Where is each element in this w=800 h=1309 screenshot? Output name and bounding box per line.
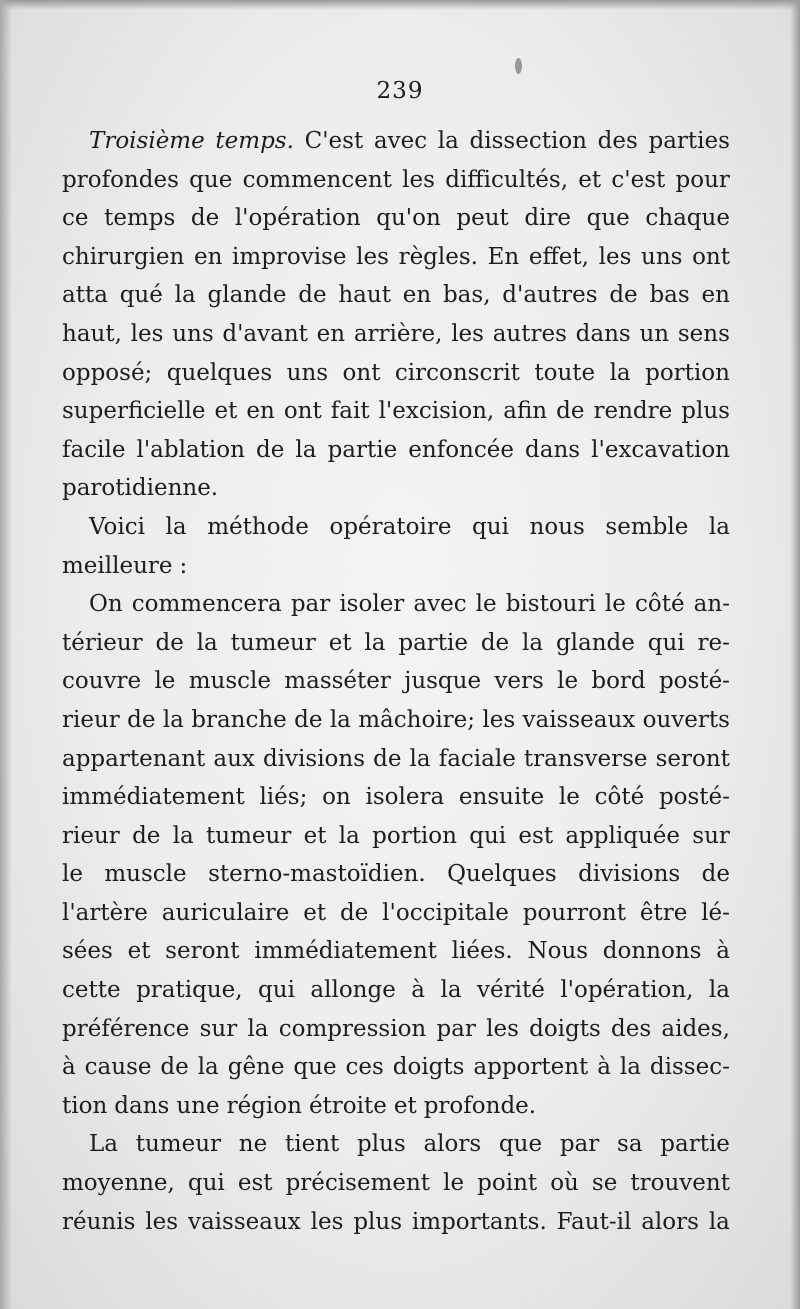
word: de [160, 1054, 189, 1081]
word: temps. [215, 128, 294, 154]
word: faciale [438, 745, 516, 772]
word: alors [423, 1131, 482, 1158]
text-line [62, 276, 730, 315]
word: sa [617, 1131, 643, 1158]
word: effet, [528, 243, 589, 270]
word: ces [345, 1054, 384, 1081]
word: et [214, 398, 238, 425]
word: dissection [469, 128, 587, 154]
word: sées [62, 938, 113, 965]
word: Faut-il [556, 1208, 632, 1235]
word: bistouri [505, 591, 596, 618]
text-line [62, 740, 730, 779]
word: dans [114, 1092, 170, 1119]
word: réunis [62, 1208, 136, 1235]
word: où [550, 1170, 579, 1197]
word: bas [649, 282, 690, 309]
word: point [477, 1170, 538, 1197]
word: rieur [62, 706, 120, 733]
word: c'est [611, 166, 666, 193]
word: et [578, 166, 602, 193]
word: d'avant [222, 320, 308, 347]
page-edge-left [0, 0, 12, 1309]
word: le [604, 591, 626, 618]
text-line [62, 662, 730, 701]
word: vaisseaux [522, 706, 636, 733]
word: tion [62, 1092, 108, 1119]
word: qui [187, 1170, 225, 1197]
word: arrière, [353, 320, 443, 347]
word: les [486, 1015, 519, 1042]
word: divisions [578, 861, 681, 888]
word: commencera [131, 591, 282, 618]
word: les [310, 1208, 344, 1235]
word: parties [648, 128, 730, 154]
word: la [196, 629, 218, 656]
word: et [303, 822, 327, 849]
word: ont [342, 359, 381, 386]
word: mâchoire; [358, 706, 476, 733]
word: de [609, 282, 638, 309]
word: la [174, 282, 196, 309]
word: compression [278, 1015, 427, 1042]
text-line [62, 431, 730, 470]
word: importants. [411, 1208, 547, 1235]
word: immédiatement [254, 938, 437, 965]
word: uns [172, 320, 214, 347]
word: pourront [522, 899, 626, 926]
word: enfoncée [408, 436, 514, 463]
word: chirurgien [62, 243, 185, 270]
word: à [62, 1054, 76, 1081]
word: On [89, 591, 123, 618]
text-line [62, 1010, 730, 1049]
word: le [475, 591, 497, 618]
word: en [246, 398, 275, 425]
page-edge-right [790, 0, 800, 1309]
word: rendre [593, 398, 673, 425]
word: qui [647, 629, 685, 656]
word: en [193, 243, 223, 270]
word: le [557, 668, 579, 695]
text-line [62, 161, 730, 200]
word: qu'on [376, 205, 441, 232]
word: la [197, 1054, 219, 1081]
text-line [62, 778, 730, 817]
word: térieur [62, 629, 143, 656]
word: de [298, 282, 327, 309]
body-text [62, 122, 730, 1241]
word: plus [681, 398, 730, 425]
word: l'opération, [560, 977, 694, 1004]
word: par [290, 591, 331, 618]
word: par [559, 1131, 600, 1158]
text-line [62, 315, 730, 354]
word: de [132, 822, 161, 849]
word: posté- [658, 784, 730, 811]
word: l'opération [234, 205, 361, 232]
word: la [609, 359, 631, 386]
text-line [62, 122, 730, 161]
word: que [293, 1054, 337, 1081]
word: qui [258, 977, 295, 1004]
word: la [165, 513, 187, 540]
word: cette [62, 977, 121, 1004]
text-line [62, 238, 730, 277]
word: branche [191, 706, 287, 733]
word: se [591, 1170, 618, 1197]
word: liés; [259, 784, 308, 811]
word: règles. [398, 243, 478, 270]
word: immédiatement [62, 784, 245, 811]
word: ouverts [642, 706, 730, 733]
word: ne [238, 1131, 268, 1158]
word: atta [62, 282, 108, 309]
text-line [62, 354, 730, 393]
word: de [373, 745, 402, 772]
word: les [482, 706, 516, 733]
word: la [708, 977, 730, 1004]
word: tient [284, 1131, 340, 1158]
word: aides, [661, 1015, 730, 1042]
word: tumeur [230, 629, 316, 656]
text-line [62, 624, 730, 663]
word: la [708, 513, 730, 540]
word: Nous [527, 938, 589, 965]
word: pratique, [136, 977, 243, 1004]
word: les [598, 243, 632, 270]
word: qué [119, 282, 163, 309]
word: précisement [285, 1170, 431, 1197]
word: opératoire [329, 513, 452, 540]
word: une [176, 1092, 220, 1119]
word: posté- [658, 668, 730, 695]
word: cause [84, 1054, 152, 1081]
word: la [172, 822, 194, 849]
word: vers [494, 668, 544, 695]
word: avec [413, 591, 467, 618]
word: superficielle [62, 398, 206, 425]
word: partie [660, 1131, 730, 1158]
word: portion [645, 359, 730, 386]
text-line [62, 894, 730, 933]
word: qui [469, 822, 507, 849]
text-line [62, 1203, 730, 1242]
text-line [62, 508, 730, 547]
word: dire [524, 205, 572, 232]
word: toute [534, 359, 596, 386]
word: les [145, 1208, 179, 1235]
text-line [62, 1048, 730, 1087]
word: afin [503, 398, 548, 425]
word: la [295, 436, 317, 463]
word: uns [286, 359, 329, 386]
word: rieur [62, 822, 120, 849]
word: la [247, 1015, 269, 1042]
word: nous [529, 513, 585, 540]
word: donnons [602, 938, 702, 965]
word: sens [677, 320, 730, 347]
word: les [356, 243, 389, 270]
word: à [597, 1054, 611, 1081]
text-line [62, 1164, 730, 1203]
text-line [62, 855, 730, 894]
word: de [339, 899, 369, 926]
word: de [256, 436, 285, 463]
word: on [322, 784, 351, 811]
word: la [329, 706, 351, 733]
word: ensuite [458, 784, 545, 811]
word: côté [594, 784, 645, 811]
page-edge-top [0, 0, 800, 10]
word: de [127, 706, 156, 733]
word: la [440, 977, 462, 1004]
text-line [62, 1125, 730, 1164]
word: ont [283, 398, 322, 425]
word: la [619, 1054, 641, 1081]
word: divisions [262, 745, 366, 772]
word: temps [104, 205, 176, 232]
word: Troisième [89, 128, 205, 154]
word: muscle [104, 861, 187, 888]
word: semble [605, 513, 689, 540]
page-number: 239 [376, 78, 424, 104]
word: et [127, 938, 151, 965]
word: méthode [207, 513, 309, 540]
word: de [480, 629, 510, 656]
word: auriculaire [161, 899, 290, 926]
word: tumeur [135, 1131, 222, 1158]
word: la [162, 706, 184, 733]
word: re- [697, 629, 730, 656]
word: que [189, 166, 233, 193]
word: lé- [701, 899, 730, 926]
word: des [611, 1015, 652, 1042]
text-line [62, 1087, 730, 1126]
word: et [328, 629, 352, 656]
word: aux [213, 745, 255, 772]
word: difficultés, [445, 166, 569, 193]
word: par [436, 1015, 476, 1042]
word: la [708, 1208, 730, 1235]
word: moyenne, [62, 1170, 175, 1197]
word: muscle [188, 668, 271, 695]
word: à [411, 977, 426, 1004]
word: des [597, 128, 638, 154]
word: et [393, 1092, 417, 1119]
word: en [316, 320, 346, 347]
word: l'excavation [591, 436, 730, 463]
word: le [443, 1170, 465, 1197]
word: isolera [365, 784, 445, 811]
word: de [294, 706, 323, 733]
word: seront [165, 938, 240, 965]
text-line [62, 585, 730, 624]
word: l'ablation [136, 436, 245, 463]
word: pour [675, 166, 730, 193]
word: chaque [645, 205, 730, 232]
word: improvise [232, 243, 347, 270]
word: opposé; [62, 359, 153, 386]
word: la [364, 629, 386, 656]
word: d'autres [502, 282, 598, 309]
word: l'occipitale [382, 899, 509, 926]
word: le [558, 784, 580, 811]
word: est [518, 822, 554, 849]
word: dans [525, 436, 581, 463]
word: est [237, 1170, 273, 1197]
word: parotidienne. [62, 475, 219, 502]
word: bas, [442, 282, 491, 309]
word: partie [327, 436, 398, 463]
word: sur [692, 822, 730, 849]
word: appartenant [62, 745, 206, 772]
word: an- [693, 591, 730, 618]
word: circonscrit [394, 359, 520, 386]
word: allonge [310, 977, 396, 1004]
word: : [179, 552, 188, 579]
word: la [338, 822, 360, 849]
word: bord [591, 668, 646, 695]
text-line [62, 199, 730, 238]
word: préférence [62, 1015, 190, 1042]
word: étroite [308, 1092, 387, 1119]
text-line [62, 547, 730, 586]
word: fait [330, 398, 370, 425]
word: liées. [451, 938, 513, 965]
text-line [62, 971, 730, 1010]
word: être [639, 899, 688, 926]
ink-speck [515, 58, 522, 74]
word: qui [472, 513, 509, 540]
word: gêne [227, 1054, 285, 1081]
word: un [639, 320, 670, 347]
word: apportent [473, 1054, 589, 1081]
word: l'artère [62, 899, 148, 926]
word: autres [492, 320, 567, 347]
word: La [89, 1131, 118, 1158]
word: la [522, 629, 544, 656]
word: dans [575, 320, 631, 347]
word: que [498, 1131, 543, 1158]
word: portion [372, 822, 457, 849]
word: tumeur [206, 822, 292, 849]
word: uns [641, 243, 683, 270]
word: vérité [477, 977, 545, 1004]
word: plus [353, 1208, 403, 1235]
word: plus [357, 1131, 406, 1158]
word: ont [692, 243, 730, 270]
word: et [303, 899, 327, 926]
word: de [556, 398, 585, 425]
word: alors [641, 1208, 699, 1235]
word: trouvent [630, 1170, 730, 1197]
word: la [437, 128, 459, 154]
word: appliquée [565, 822, 681, 849]
word: ce [62, 205, 89, 232]
word: haut, [62, 320, 122, 347]
text-line [62, 932, 730, 971]
word: avec [373, 128, 428, 154]
word: meilleure [62, 552, 173, 579]
word: dissec- [649, 1054, 730, 1081]
word: le [62, 861, 83, 888]
word: transverse [523, 745, 648, 772]
word: la [409, 745, 431, 772]
word: Quelques [447, 861, 557, 888]
word: commencent [242, 166, 392, 193]
word: seront [655, 745, 730, 772]
word: partie [398, 629, 468, 656]
word: En [487, 243, 520, 270]
word: masséter [284, 668, 391, 695]
text-line [62, 701, 730, 740]
word: à [716, 938, 730, 965]
word: doigts [529, 1015, 601, 1042]
word: en [701, 282, 730, 309]
word: doigts [392, 1054, 465, 1081]
word: les [402, 166, 435, 193]
word: en [402, 282, 432, 309]
word: que [586, 205, 630, 232]
word: l'excision, [378, 398, 495, 425]
word: quelques [166, 359, 273, 386]
text-line [62, 392, 730, 431]
text-line [62, 817, 730, 856]
word: facile [62, 436, 126, 463]
word: Voici [89, 513, 145, 540]
word: sterno-mastoïdien. [208, 861, 426, 888]
word: jusque [404, 668, 482, 695]
word: haut [338, 282, 391, 309]
word: glande [207, 282, 287, 309]
word: les [451, 320, 484, 347]
word: les [130, 320, 164, 347]
word: côté [634, 591, 685, 618]
word: isoler [339, 591, 405, 618]
word: de [190, 205, 220, 232]
word: C'est [304, 128, 364, 154]
text-line [62, 469, 730, 508]
word: profondes [62, 166, 179, 193]
word: de [701, 861, 730, 888]
word: peut [456, 205, 509, 232]
word: sur [199, 1015, 238, 1042]
word: le [154, 668, 176, 695]
word: glande [555, 629, 635, 656]
word: de [155, 629, 184, 656]
word: vaisseaux [187, 1208, 301, 1235]
word: couvre [62, 668, 142, 695]
word: profonde. [423, 1092, 537, 1119]
word: région [226, 1092, 302, 1119]
